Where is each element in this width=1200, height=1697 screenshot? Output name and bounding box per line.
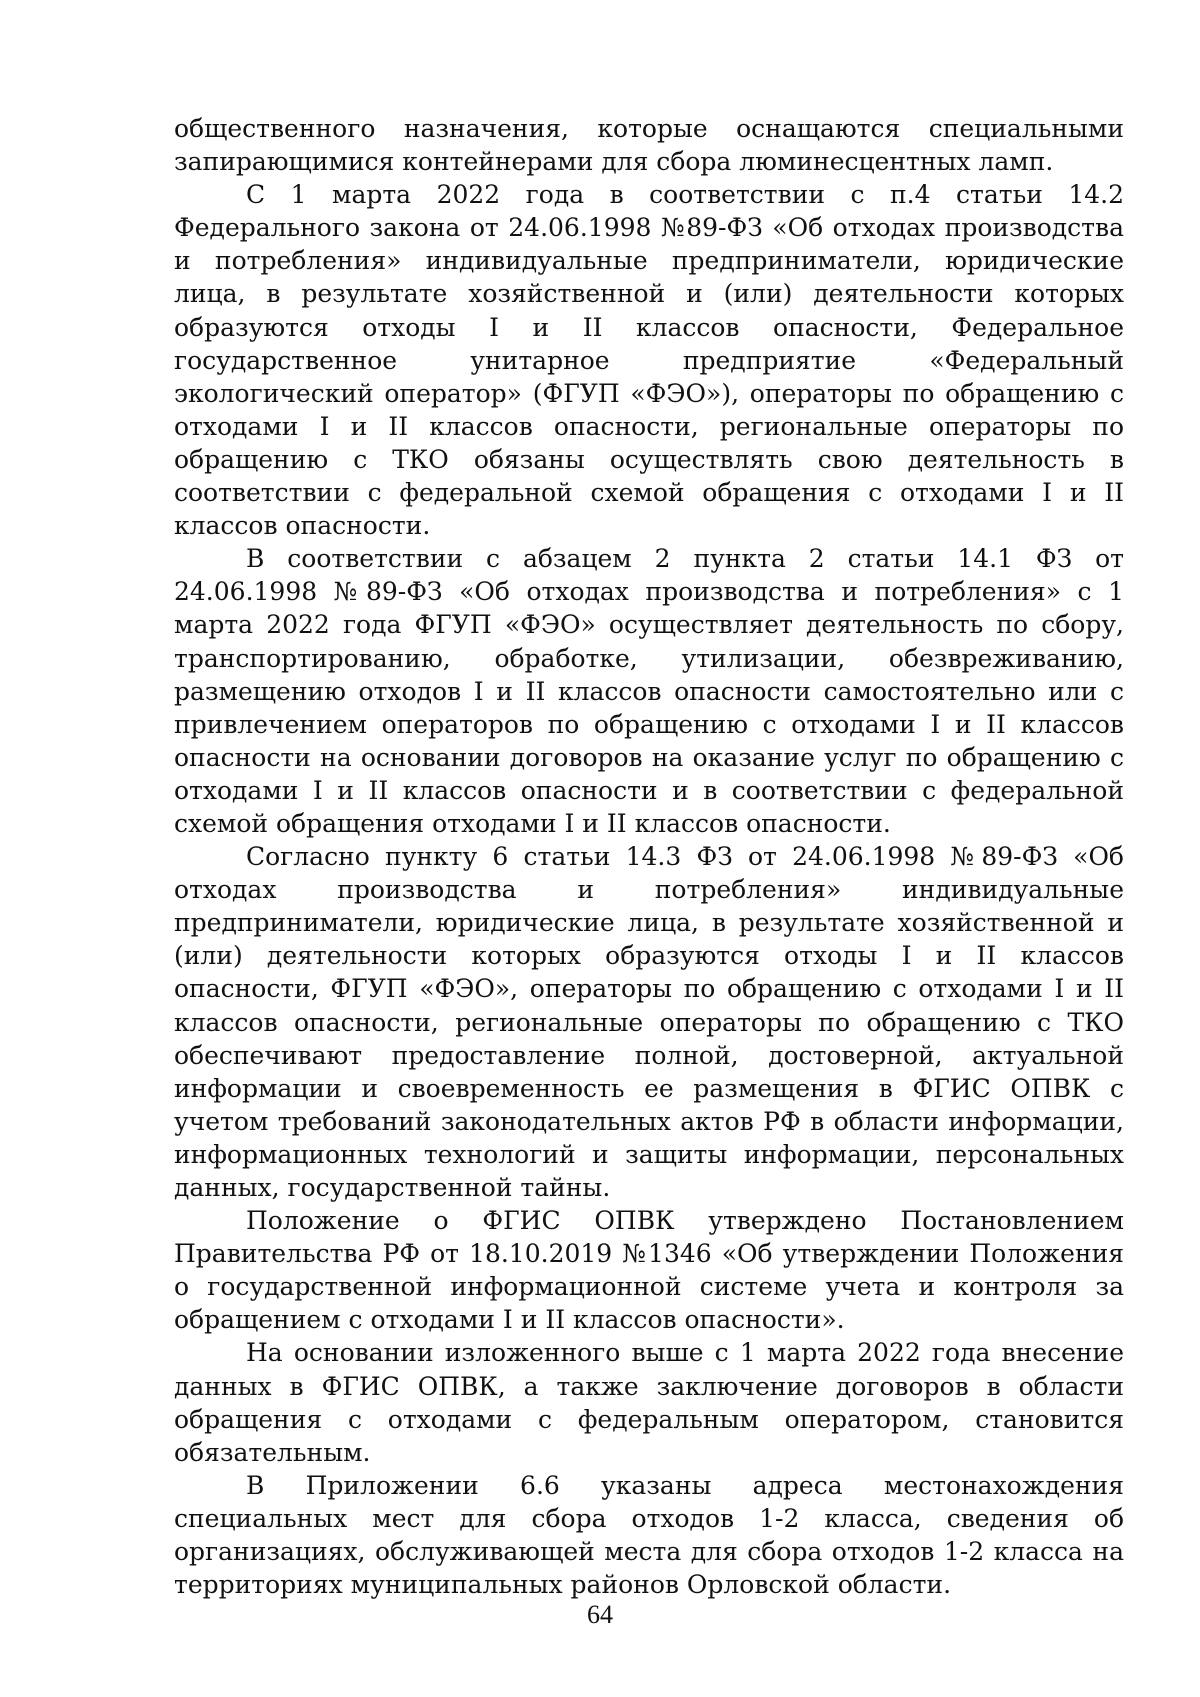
paragraph-4: Положение о ФГИС ОПВК утверждено Постановлением Правительства РФ от 18.10.2019 №1346 «Об утверждении Положения о государственной информационной системе учета и контроля за обращением с отходами I и II классов опасности». bbox=[174, 1206, 1124, 1335]
paragraph-1: С 1 марта 2022 года в соответствии с п.4 статьи 14.2 Федерального закона от 24.06.1998 №89-ФЗ «Об отходах производства и потребления» индивидуальные предприниматели, юридические лица, в результате хозяйственной и (или) деятельности которых образуются отходы I и II классов опасности, Федеральное государственное унитарное предприятие «Федеральный экологический оператор» (ФГУП «ФЭО»), операторы по обращению с отходами I и II классов опасности, региональные операторы по обращению с ТКО обязаны осуществлять свою деятельность в соответствии с федеральной схемой обращения с отходами I и II классов опасности. bbox=[174, 180, 1124, 541]
paragraph-3: Согласно пункту 6 статьи 14.3 ФЗ от 24.06.1998 №89-ФЗ «Об отходах производства и потребления» индивидуальные предприниматели, юридические лица, в результате хозяйственной и (или) деятельности которых образуются отходы I и II классов опасности, ФГУП «ФЭО», операторы по обращению с отходами I и II классов опасности, региональные операторы по обращению с ТКО обеспечивают предоставление полной, достоверной, актуальной информации и своевременность ее размещения в ФГИС ОПВК с учетом требований законодательных актов РФ в области информации, информационных технологий и защиты информации, персональных данных, государственной тайны. bbox=[174, 842, 1124, 1202]
paragraph-2: В соответствии с абзацем 2 пункта 2 статьи 14.1 ФЗ от 24.06.1998 №89-ФЗ «Об отходах производства и потребления» с 1 марта 2022 года ФГУП «ФЭО» осуществляет деятельность по сбору, транспортированию, обработке, утилизации, обезвреживанию, размещению отходов I и II классов опасности самостоятельно или с привлечением операторов по обращению с отходами I и II классов опасности на основании договоров на оказание услуг по обращению с отходами I и II классов опасности и в соответствии с федеральной схемой обращения отходами I и II классов опасности. bbox=[174, 544, 1124, 838]
page-number: 64 bbox=[587, 1600, 613, 1629]
paragraph-continuation: общественного назначения, которые оснащаются специальными запирающимися контейнерами для сбора люминесцентных ламп. bbox=[174, 114, 1124, 177]
paragraph-5: На основании изложенного выше с 1 марта 2022 года внесение данных в ФГИС ОПВК, а также заключение договоров в области обращения с отходами с федеральным оператором, становится обязательным. bbox=[174, 1338, 1124, 1467]
body-text bbox=[174, 112, 1124, 1601]
paragraph-6: В Приложении 6.6 указаны адреса местонахождения специальных мест для сбора отходов 1-2 класса, сведения об организациях, обслуживающей места для сбора отходов 1-2 класса на территориях муниципальных районов Орловской области. bbox=[174, 1470, 1124, 1600]
